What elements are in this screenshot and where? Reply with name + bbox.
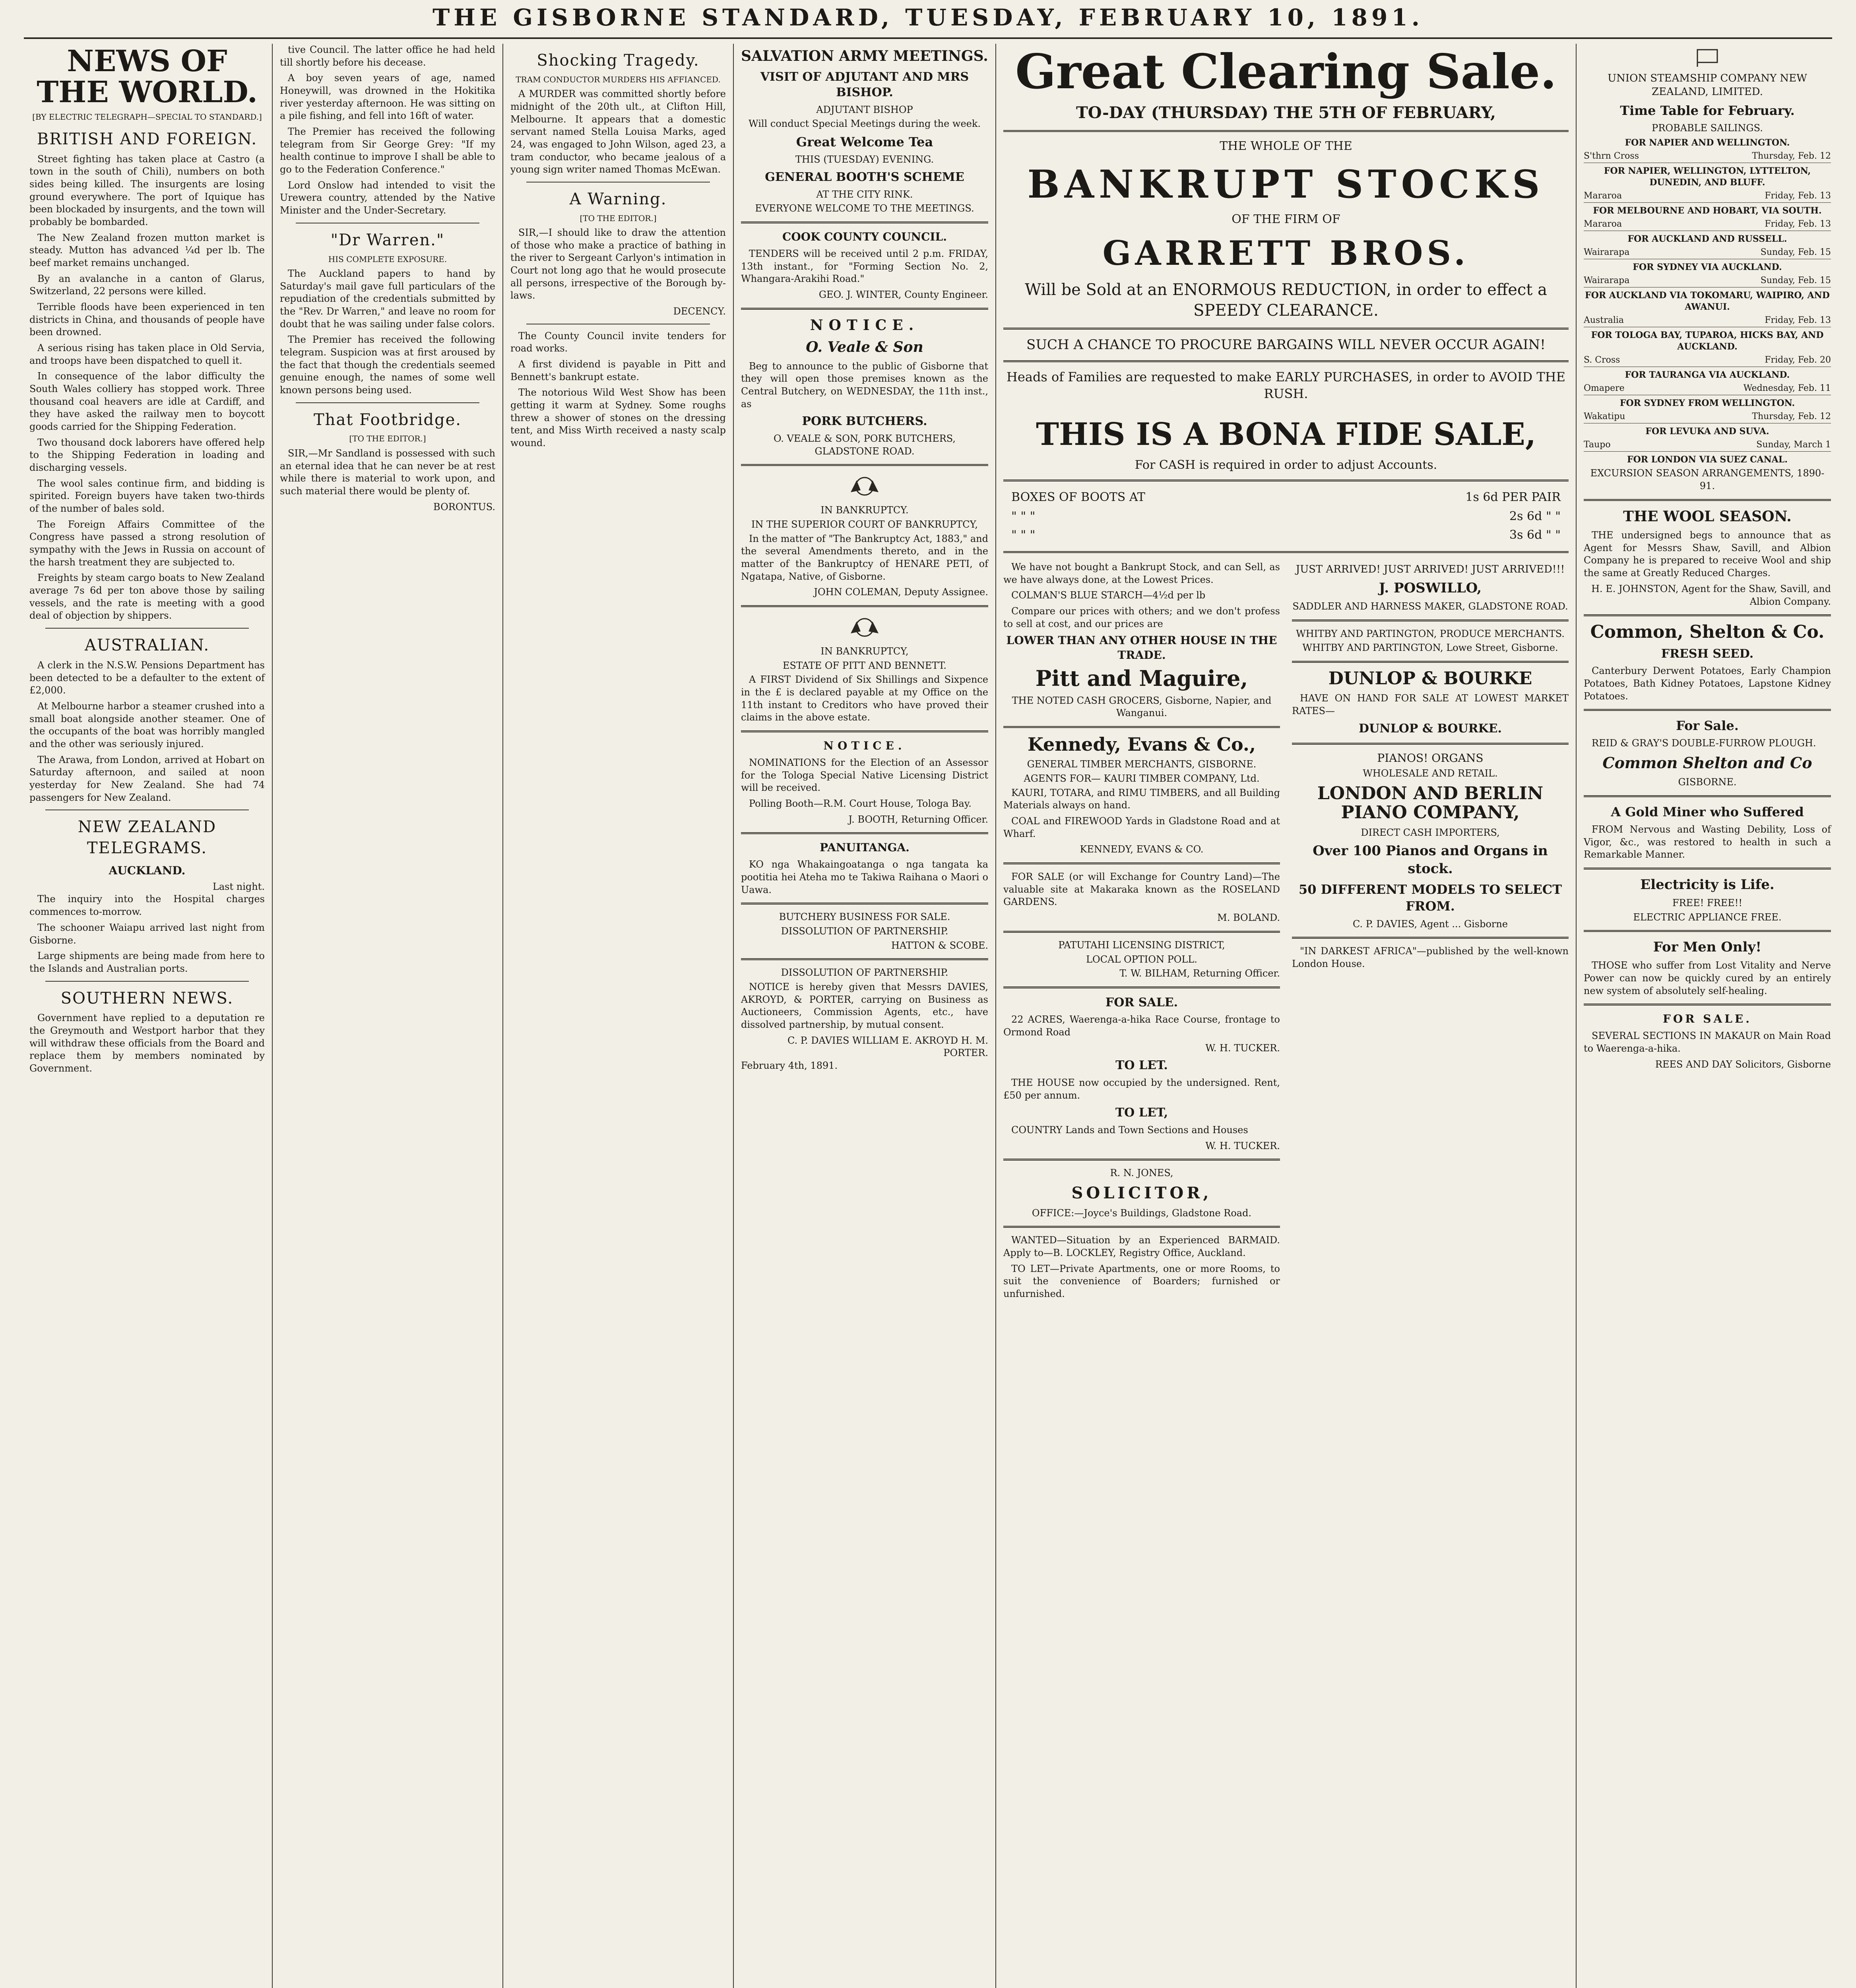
news-paragraph: SIR,—I should like to draw the attention of those who make a practice of bathing in the river to Sergeant Carlyon's intimation in Court not long ago that he would prosecute all persons, irrespective of the Borough by-laws. xyxy=(510,227,726,301)
subheading: HIS COMPLETE EXPOSURE. xyxy=(328,254,447,264)
news-paragraph: By an avalanche in a canton of Glarus, Switzerland, 22 persons were killed. xyxy=(29,273,265,297)
ad-text: OFFICE:—Joyce's Buildings, Gladstone Road. xyxy=(1032,1207,1252,1219)
news-paragraph: tive Council. The latter office he had held till shortly before his decease. xyxy=(280,44,495,68)
ad-paragraph: HAVE ON HAND FOR SALE AT LOWEST MARKET RATES— xyxy=(1292,693,1569,717)
ad-text: ELECTRIC APPLIANCE FREE. xyxy=(1633,911,1782,923)
ship-date: Thursday, Feb. 12 xyxy=(1752,412,1831,422)
news-paragraph: Large shipments are being made from here to the Islands and Australian ports. xyxy=(29,950,265,974)
clearing-sale-heading: Great Clearing Sale. xyxy=(1015,44,1557,100)
column-two xyxy=(274,44,501,1988)
timetable-heading: Time Table for February. xyxy=(1620,103,1795,118)
signature: REES AND DAY Solicitors, Gisborne xyxy=(1655,1058,1831,1070)
ship-name: Wairarapa xyxy=(1584,275,1630,285)
signature: H. E. JOHNSTON, Agent for the Shaw, Savill, and Albion Company. xyxy=(1591,583,1831,607)
news-paragraph: A boy seven years of age, named Honeywill, was drowned in the Hokitika river yesterday afternoon. He was sitting on a pile fishing, and fell into 16ft of water. xyxy=(280,72,495,122)
ad-text: IN BANKRUPTCY. xyxy=(820,505,909,516)
news-paragraph: Terrible floods have been experienced in ten districts in China, and thousands of people have been drowned. xyxy=(29,301,265,338)
ad-paragraph: REID & GRAY'S DOUBLE-FURROW PLOUGH. xyxy=(1592,738,1816,749)
ad-text: SADDLER AND HARNESS MAKER, GLADSTONE ROAD. xyxy=(1292,601,1568,612)
section-heading: "Dr Warren." xyxy=(330,231,445,249)
ad-text: DIRECT CASH IMPORTERS, xyxy=(1361,827,1500,838)
boot-price-row xyxy=(1003,526,1569,545)
ad-text: DISSOLUTION OF PARTNERSHIP. xyxy=(781,967,948,978)
divider xyxy=(741,308,988,310)
column-rule xyxy=(272,44,273,1988)
ad-heading: 50 DIFFERENT MODELS TO SELECT FROM. xyxy=(1298,882,1562,914)
signature: M. BOLAND. xyxy=(1217,912,1280,924)
ship-row xyxy=(1584,353,1831,367)
ad-paragraph: In the matter of "The Bankruptcy Act, 1883," and the several Amendments thereto, and in the matter of the Bankruptcy of HENARE PETI, of Ngatapa, Native, of Gisborne. xyxy=(741,533,988,582)
date-line: February 4th, 1891. xyxy=(741,1060,838,1071)
ad-paragraph: FOR SALE (or will Exchange for Country Land)—The valuable site at Makaraka known as the ROSELAND GARDENS. xyxy=(1003,871,1280,908)
union-heading: UNION STEAMSHIP COMPANY NEW ZEALAND, LIMITED. xyxy=(1608,72,1807,98)
ad-heading: For Sale. xyxy=(1676,718,1739,734)
ad-text: LOCAL OPTION POLL. xyxy=(1086,953,1197,965)
ship-name: Mararoa xyxy=(1584,190,1622,201)
ad-text: GENERAL TIMBER MERCHANTS, GISBORNE. xyxy=(1027,759,1257,770)
ad-text: IN BANKRUPTCY, xyxy=(820,645,909,657)
ship-destination: FOR AUCKLAND AND RUSSELL. xyxy=(1627,233,1787,244)
column-rule xyxy=(502,44,503,1988)
ad-text: PIANOS! ORGANS xyxy=(1377,751,1484,765)
bargain-notice: SUCH A CHANCE TO PROCURE BARGAINS WILL NEVER OCCUR AGAIN! xyxy=(1026,337,1546,353)
divider xyxy=(1003,551,1569,553)
divider xyxy=(296,402,479,403)
signature: W. H. TUCKER. xyxy=(1205,1042,1280,1054)
divider xyxy=(1584,930,1831,932)
ship-row xyxy=(1584,438,1831,452)
solicitor-heading: SOLICITOR, xyxy=(1071,1184,1212,1202)
ad-paragraph: SEVERAL SECTIONS IN MAKAUR on Main Road to Waerenga-a-hika. xyxy=(1584,1030,1831,1054)
ship-date: Friday, Feb. 13 xyxy=(1765,219,1831,229)
divider xyxy=(45,981,249,982)
boot-price: 1s 6d PER PAIR xyxy=(1465,490,1561,505)
ad-paragraph: A FIRST Dividend of Six Shillings and Sixpence in the £ is declared payable at my Office on the 11th instant to Creditors who have proved their claims in the above estate. xyxy=(741,674,988,723)
ad-text: ESTATE OF PITT AND BENNETT. xyxy=(783,660,946,671)
ship-name: Omapere xyxy=(1584,383,1625,394)
ad-heading: Electricity is Life. xyxy=(1640,877,1775,893)
news-paragraph: The inquiry into the Hospital charges commences to-morrow. xyxy=(29,893,265,918)
ship-destination: FOR MELBOURNE AND HOBART, VIA SOUTH. xyxy=(1593,205,1822,216)
ad-paragraph: KAURI, TOTARA, and RIMU TIMBERS, and all Building Materials always on hand. xyxy=(1003,787,1280,811)
section-heading: That Footbridge. xyxy=(314,410,462,429)
ad-heading: FRESH SEED. xyxy=(1661,646,1754,661)
sailings-list xyxy=(1584,137,1831,452)
pork-heading: PORK BUTCHERS. xyxy=(802,414,927,429)
ad-text: OF THE FIRM OF xyxy=(1232,212,1340,227)
ship-row xyxy=(1584,149,1831,163)
coat-of-arms-icon xyxy=(741,472,988,500)
veale-heading: O. Veale & Son xyxy=(806,339,923,356)
divider xyxy=(741,832,988,834)
news-paragraph: A clerk in the N.S.W. Pensions Department has been detected to be a defaulter to the extent of £2,000. xyxy=(29,659,265,696)
signature: T. W. BILHAM, Returning Officer. xyxy=(1119,968,1280,979)
ad-text: Heads of Families are requested to make EARLY PURCHASES, in order to AVOID THE RUSH. xyxy=(1007,369,1565,402)
ad-subcolumn-left xyxy=(1003,561,1280,1304)
signature: KENNEDY, EVANS & CO. xyxy=(1080,844,1204,855)
column-news-of-the-world xyxy=(24,44,270,1988)
news-paragraph: The wool sales continue firm, and bidding is spirited. Foreign buyers have taken two-thirds of the number of bales sold. xyxy=(29,478,265,514)
divider xyxy=(1292,661,1569,663)
divider xyxy=(1292,619,1569,621)
common-shelton-sign: Common Shelton and Co xyxy=(1602,754,1812,772)
section-heading: AUSTRALIAN. xyxy=(84,636,210,655)
salvation-army-heading: SALVATION ARMY MEETINGS. xyxy=(741,48,988,64)
news-paragraph: The Premier has received the following telegram from Sir George Grey: "If my health continue to improve I shall be able to go to the Federation Conference." xyxy=(280,126,495,175)
divider xyxy=(1003,986,1280,988)
ad-heading: A Gold Miner who Suffered xyxy=(1611,804,1804,819)
divider xyxy=(1584,709,1831,711)
ad-paragraph: Polling Booth—R.M. Court House, Tologa Bay. xyxy=(749,798,972,809)
ad-text: Will conduct Special Meetings during the week. xyxy=(748,118,981,130)
news-paragraph: The Premier has received the following telegram. Suspicion was at first aroused by the fact that though the credentials seemed genuine enough, the names of some well known persons being used. xyxy=(280,334,495,396)
signature: WHITBY AND PARTINGTON, Lowe Street, Gisborne. xyxy=(1302,642,1558,654)
news-paragraph: The schooner Waiapu arrived last night from Gisborne. xyxy=(29,922,265,946)
wool-heading: THE WOOL SEASON. xyxy=(1623,508,1792,525)
divider xyxy=(741,730,988,732)
news-paragraph: A MURDER was committed shortly before midnight of the 20th ult., at Clifton Hill, Melbourne. It appears that a domestic servant named Stella Louisa Marks, aged 24, was engaged to John Wilson, aged 23, a tram conductor, who became jealous of a young sign writer named Thomas McEwan. xyxy=(510,88,726,175)
ad-paragraph: TO LET—Private Apartments, one or more Rooms, to suit the convenience of Boarders; furnished or unfurnished. xyxy=(1003,1263,1280,1300)
dateline: Last night. xyxy=(212,881,265,892)
divider xyxy=(1003,328,1569,330)
poswillo-heading: J. POSWILLO, xyxy=(1379,580,1482,596)
news-paragraph: The Auckland papers to hand by Saturday's mail gave full particulars of the repudiation of the credentials submitted by the "Rev. Dr Warren," and leave no room for doubt that he was sailing under false colors. xyxy=(280,268,495,330)
ad-paragraph: Canterbury Derwent Potatoes, Early Champion Potatoes, Bath Kidney Potatoes, Lapstone Kidney Potatoes. xyxy=(1584,665,1831,702)
subheading: [TO THE EDITOR.] xyxy=(349,434,426,444)
signature: C. P. DAVIES, Agent ... Gisborne xyxy=(1352,918,1508,930)
ad-text: PATUTAHI LICENSING DISTRICT, xyxy=(1058,939,1225,951)
ship-destination: FOR SYDNEY FROM WELLINGTON. xyxy=(1619,398,1795,409)
ad-columns xyxy=(1003,561,1569,1304)
ship-name: Mararoa xyxy=(1584,219,1622,229)
news-paragraph: At Melbourne harbor a steamer crushed into a small boat alongside another steamer. One of the occupants of the boat was horribly mangled and the other was seriously injured. xyxy=(29,700,265,749)
ship-row xyxy=(1584,274,1831,287)
news-paragraph: In consequence of the labor difficulty the South Wales colliery has stopped work. Three thousand coal heavers are idle at Cardiff, and they have asked the railway men to boycott goods carried for the Shipping Federation. xyxy=(29,371,265,432)
divider xyxy=(741,958,988,960)
divider xyxy=(1584,795,1831,797)
boot-label: " " " xyxy=(1011,528,1036,542)
divider xyxy=(1584,868,1831,870)
piano-company-heading: LONDON AND BERLIN PIANO COMPANY, xyxy=(1317,783,1544,823)
ship-destination: FOR NAPIER, WELLINGTON, LYTTELTON, DUNEDIN, AND BLUFF. xyxy=(1604,165,1811,188)
column-shipping xyxy=(1578,44,1837,1988)
ad-text: GISBORNE. xyxy=(1678,777,1737,788)
divider xyxy=(1292,937,1569,939)
news-paragraph: The notorious Wild West Show has been getting it warm at Sydney. Some roughs threw a shower of stones on the dressing tent, and Miss Wirth received a nasty scalp wound. xyxy=(510,387,726,449)
subheading: [TO THE EDITOR.] xyxy=(580,213,657,223)
divider xyxy=(1003,130,1569,132)
news-paragraph: SIR,—Mr Sandland is possessed with such an eternal idea that he can never be at rest while there is material to work upon, and such material there would be plenty of. xyxy=(280,447,495,497)
coat-of-arms-icon xyxy=(741,613,988,641)
common-shelton-heading: Common, Shelton & Co. xyxy=(1590,622,1825,643)
ship-row xyxy=(1584,382,1831,395)
ship-row xyxy=(1584,410,1831,423)
ship-row xyxy=(1584,314,1831,327)
signature: GEO. J. WINTER, County Engineer. xyxy=(818,289,988,300)
divider xyxy=(1003,480,1569,481)
divider xyxy=(1003,360,1569,362)
section-heading: SOUTHERN NEWS. xyxy=(60,989,234,1008)
news-paragraph: A serious rising has taken place in Old Servia, and troops have been dispatched to quell it. xyxy=(29,342,265,366)
news-paragraph: Government have replied to a deputation re the Greymouth and Westport harbor that they will withdraw these officials from the Board and replace them by members nominated by Government. xyxy=(29,1012,265,1074)
ad-paragraph: TENDERS will be received until 2 p.m. FRIDAY, 13th instant., for "Forming Section No. 2, Whangara-Arakihi Road." xyxy=(741,248,988,285)
ship-date: Wednesday, Feb. 11 xyxy=(1743,383,1831,394)
signature: J. BOOTH, Returning Officer. xyxy=(848,813,988,825)
sale-date: TO-DAY (THURSDAY) THE 5TH OF FEBRUARY, xyxy=(1076,103,1496,122)
ad-heading: For Men Only! xyxy=(1653,939,1762,955)
dunlop-bourke-sign: DUNLOP & BOURKE. xyxy=(1359,721,1502,736)
ad-text: DISSOLUTION OF PARTNERSHIP. xyxy=(781,925,948,937)
subsection-heading: AUCKLAND. xyxy=(109,864,186,877)
signature: DECENCY. xyxy=(673,306,726,317)
ad-text: THE NOTED CASH GROCERS, Gisborne, Napier, and Wanganui. xyxy=(1012,695,1272,719)
ad-heading: LOWER THAN ANY OTHER HOUSE IN THE TRADE. xyxy=(1006,634,1277,662)
section-heading: Shocking Tragedy. xyxy=(537,51,700,70)
news-paragraph: The County Council invite tenders for road works. xyxy=(510,330,726,354)
ad-text: BUTCHERY BUSINESS FOR SALE. xyxy=(779,911,950,923)
ad-paragraph: WANTED—Situation by an Experienced BARMAID. Apply to—B. LOCKLEY, Registry Office, Auckland. xyxy=(1003,1235,1280,1259)
ship-destination: FOR NAPIER AND WELLINGTON. xyxy=(1625,137,1790,148)
signature: W. H. TUCKER. xyxy=(1205,1140,1280,1151)
ad-paragraph: THE undersigned begs to announce that as Agent for Messrs Shaw, Savill, and Albion Company he is prepared to receive Wool and ship the same at Greatly Reduced Charges. xyxy=(1584,530,1831,579)
ad-paragraph: THE HOUSE now occupied by the undersigned. Rent, £50 per annum. xyxy=(1003,1077,1280,1101)
news-paragraph: A first dividend is payable in Pitt and Bennett's bankrupt estate. xyxy=(510,359,726,382)
bona-fide-heading: THIS IS A BONA FIDE SALE, xyxy=(1036,416,1536,452)
ad-text: For CASH is required in order to adjust Accounts. xyxy=(1135,458,1437,472)
ship-date: Friday, Feb. 13 xyxy=(1765,190,1831,201)
divider xyxy=(1003,931,1280,933)
divider xyxy=(741,903,988,905)
panui-heading: PANUITANGA. xyxy=(820,841,910,854)
ship-date: Friday, Feb. 13 xyxy=(1765,315,1831,325)
ad-text: THIS (TUESDAY) EVENING. xyxy=(795,154,934,165)
column-four-notices xyxy=(735,44,994,1988)
ship-name: S'thrn Cross xyxy=(1584,151,1639,161)
section-heading: BRITISH AND FOREIGN. xyxy=(37,130,258,148)
ship-destination: FOR SYDNEY VIA AUCKLAND. xyxy=(1633,262,1782,272)
ship-date: Thursday, Feb. 12 xyxy=(1752,151,1831,161)
ad-text: EVERYONE WELCOME TO THE MEETINGS. xyxy=(755,203,974,214)
ad-text: R. N. JONES, xyxy=(1110,1167,1173,1179)
ad-text: PROBABLE SAILINGS. xyxy=(1652,122,1763,134)
divider xyxy=(1584,499,1831,501)
signature: BORONTUS. xyxy=(433,501,495,513)
boot-price: 3s 6d " " xyxy=(1509,528,1561,542)
subheading: TRAM CONDUCTOR MURDERS HIS AFFIANCED. xyxy=(516,74,721,84)
ad-paragraph: KO nga Whakaingoatanga o nga tangata ka pootitia hei Ateha mo te Takiwa Raihana o Maori o Uawa. xyxy=(741,859,988,895)
ship-name: Wakatipu xyxy=(1584,412,1625,422)
news-paragraph: Street fighting has taken place at Castro (a town in the south of Chili), numbers on both sides being killed. The insurgents are losing ground everywhere. The port of Iquique has been blockaded by insurgents, and the town will probably be bombarded. xyxy=(29,153,265,227)
bankrupt-stocks-heading: BANKRUPT STOCKS xyxy=(1027,162,1545,207)
flag-icon xyxy=(1584,48,1831,68)
ad-heading: TO LET, xyxy=(1115,1106,1168,1120)
ad-heading: FOR SALE. xyxy=(1662,1012,1752,1026)
ship-name: Taupo xyxy=(1584,440,1611,450)
sale-statement: Will be Sold at an ENORMOUS REDUCTION, in order to effect a SPEEDY CLEARANCE. xyxy=(1025,280,1547,320)
ship-destination: FOR LEVUKA AND SUVA. xyxy=(1645,426,1769,437)
ship-name: Australia xyxy=(1584,315,1624,325)
ad-paragraph: NOMINATIONS for the Election of an Assessor for the Tologa Special Native Licensing District will be received. xyxy=(741,757,988,794)
ship-name: S. Cross xyxy=(1584,355,1620,365)
ad-paragraph: COLMAN'S BLUE STARCH—4½d per lb xyxy=(1011,590,1206,601)
news-title: NEWS OF THE WORLD. xyxy=(37,44,258,109)
divider xyxy=(741,464,988,466)
ad-paragraph: "IN DARKEST AFRICA"—published by the well-known London House. xyxy=(1292,945,1569,970)
signature: C. P. DAVIES WILLIAM E. AKROYD H. M. PORTER. xyxy=(787,1035,988,1059)
ship-destination: FOR LONDON VIA SUEZ CANAL. xyxy=(1627,454,1788,465)
ad-text: WHITBY AND PARTINGTON, PRODUCE MERCHANTS. xyxy=(1296,628,1565,639)
ship-date: Friday, Feb. 20 xyxy=(1765,355,1831,365)
ad-paragraph: NOTICE is hereby given that Messrs DAVIES, AKROYD, & PORTER, carrying on Business as Auctioneers, Commission Agents, etc., have dissolved partnership, by mutual consent. xyxy=(741,981,988,1030)
column-three xyxy=(505,44,731,1988)
notice-heading: NOTICE. xyxy=(823,739,906,752)
divider xyxy=(741,221,988,223)
divider xyxy=(1584,614,1831,616)
ad-heading: Over 100 Pianos and Organs in stock. xyxy=(1313,843,1548,877)
pitt-maguire-heading: Pitt and Maguire, xyxy=(1035,666,1248,691)
ad-text: WHOLESALE AND RETAIL. xyxy=(1363,768,1498,779)
news-byline: [BY ELECTRIC TELEGRAPH—SPECIAL TO STANDARD.] xyxy=(32,112,262,122)
column-clearing-sale xyxy=(998,44,1574,1988)
ad-paragraph: We have not bought a Bankrupt Stock, and can Sell, as we have always done, at the Lowest Prices. xyxy=(1003,561,1280,585)
ad-paragraph: COUNTRY Lands and Town Sections and Houses xyxy=(1011,1124,1248,1136)
news-paragraph: Two thousand dock laborers have offered help to the Shipping Federation in loading and discharging vessels. xyxy=(29,437,265,474)
divider xyxy=(1003,726,1280,728)
ad-subcolumn-right xyxy=(1292,561,1569,1304)
ship-row xyxy=(1584,246,1831,259)
ship-row xyxy=(1584,217,1831,231)
signature: HATTON & SCOBE. xyxy=(891,940,988,951)
divider xyxy=(1003,1159,1280,1161)
ad-text: THE WHOLE OF THE xyxy=(1220,139,1352,153)
ship-date: Sunday, Feb. 15 xyxy=(1760,247,1831,257)
boot-label: " " " xyxy=(1011,509,1036,523)
notice-heading: NOTICE. xyxy=(810,316,919,334)
news-paragraph: Lord Onslow had intended to visit the Urewera country, attended by the Native Minister and the Under-Secretary. xyxy=(280,179,495,216)
ship-destination: FOR TAURANGA VIA AUCKLAND. xyxy=(1625,370,1790,381)
adjutant-name: ADJUTANT BISHOP xyxy=(816,104,913,115)
ship-row xyxy=(1584,189,1831,203)
ad-heading: FOR SALE. xyxy=(1105,995,1178,1010)
ad-text: IN THE SUPERIOR COURT OF BANKRUPTCY, xyxy=(751,518,978,530)
ship-date: Sunday, Feb. 15 xyxy=(1760,275,1831,285)
signature: O. VEALE & SON, PORK BUTCHERS, GLADSTONE ROAD. xyxy=(773,433,956,457)
firm-name: GARRETT BROS. xyxy=(1102,233,1470,273)
divider xyxy=(1003,862,1280,864)
news-paragraph: The Foreign Affairs Committee of the Congress have passed a strong resolution of sympathy with the Jews in Russia on account of the harsh treatment they are subjected to. xyxy=(29,518,265,568)
divider xyxy=(45,628,249,629)
ad-text: AT THE CITY RINK. xyxy=(816,188,913,200)
ad-paragraph: COAL and FIREWOOD Yards in Gladstone Road and at Wharf. xyxy=(1003,815,1280,839)
ship-date: Sunday, March 1 xyxy=(1756,440,1831,450)
ad-paragraph: FROM Nervous and Wasting Debility, Loss of Vigor, &c., was restored to health in such a Remarkable Manner. xyxy=(1584,824,1831,860)
column-rule xyxy=(1576,44,1577,1988)
visit-heading: VISIT OF ADJUTANT AND MRS BISHOP. xyxy=(760,70,969,100)
news-paragraph: Freights by steam cargo boats to New Zealand average 7s 6d per ton above those by sailing vessels, and the rate is meeting with a good deal of objection by shippers. xyxy=(29,572,265,621)
news-paragraph: The Arawa, from London, arrived at Hobart on Saturday afternoon, and sailed at noon yesterday for New Zealand. She had 74 passengers for New Zealand. xyxy=(29,754,265,803)
news-paragraph: The New Zealand frozen mutton market is steady. Mutton has advanced ¼d per lb. The beef market remains unchanged. xyxy=(29,232,265,268)
column-rule xyxy=(995,44,996,1988)
dunlop-bourke-heading: DUNLOP & BOURKE xyxy=(1328,668,1532,689)
county-heading: COOK COUNTY COUNCIL. xyxy=(782,230,947,243)
ad-text: EXCURSION SEASON ARRANGEMENTS, 1890-91. xyxy=(1590,468,1825,491)
boot-price-row xyxy=(1003,488,1569,507)
column-rule xyxy=(733,44,734,1988)
ad-paragraph: Beg to announce to the public of Gisborne that they will open those premises known as the Central Butchery, on WEDNESDAY, the 11th inst., as xyxy=(741,360,988,410)
divider xyxy=(1584,1004,1831,1006)
arrived-banner: JUST ARRIVED! JUST ARRIVED! JUST ARRIVED!!! xyxy=(1296,563,1565,575)
boot-price: 2s 6d " " xyxy=(1509,509,1561,523)
tea-heading: Great Welcome Tea xyxy=(796,134,933,150)
divider xyxy=(1003,1226,1280,1228)
boot-price-row xyxy=(1003,507,1569,526)
divider xyxy=(1292,743,1569,745)
scheme-heading: GENERAL BOOTH'S SCHEME xyxy=(765,170,964,184)
ad-heading: TO LET. xyxy=(1115,1058,1168,1073)
ad-paragraph: THOSE who suffer from Lost Vitality and Nerve Power can now be quickly cured by an entirely new system of absolutely self-healing. xyxy=(1584,960,1831,996)
divider xyxy=(741,605,988,607)
ship-destination: FOR AUCKLAND VIA TOKOMARU, WAIPIRO, AND AWANUI. xyxy=(1585,290,1830,312)
masthead: THE GISBORNE STANDARD, TUESDAY, FEBRUARY 10, 1891. xyxy=(24,4,1832,39)
ad-text: AGENTS FOR— KAURI TIMBER COMPANY, Ltd. xyxy=(1024,773,1260,784)
ad-paragraph: Compare our prices with others; and we don't profess to sell at cost, and our prices are xyxy=(1003,605,1280,629)
ship-name: Wairarapa xyxy=(1584,247,1630,257)
boot-label: BOXES OF BOOTS AT xyxy=(1011,490,1145,505)
signature: JOHN COLEMAN, Deputy Assignee. xyxy=(814,586,988,598)
section-heading: A Warning. xyxy=(569,190,667,208)
ship-destination: FOR TOLOGA BAY, TUPAROA, HICKS BAY, AND AUCKLAND. xyxy=(1591,330,1824,352)
section-heading: NEW ZEALAND TELEGRAMS. xyxy=(78,818,217,858)
kennedy-evans-heading: Kennedy, Evans & Co., xyxy=(1028,733,1256,755)
ad-text: FREE! FREE!! xyxy=(1672,897,1743,909)
ad-paragraph: 22 ACRES, Waerenga-a-hika Race Course, frontage to Ormond Road xyxy=(1003,1014,1280,1038)
